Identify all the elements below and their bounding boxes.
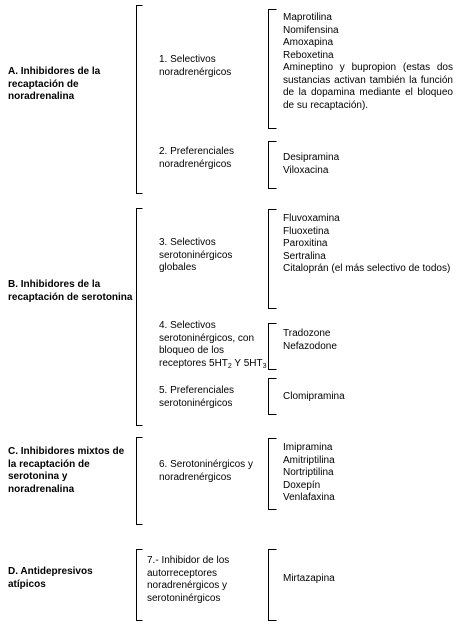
group-d-label: D. Antidepresivos atípicos: [8, 566, 93, 590]
drug-item: Amitriptilina: [283, 454, 335, 466]
subgroup-4-label: [159, 320, 269, 370]
drug-item: Venlafaxina: [283, 492, 335, 503]
drug-item: Doxepín: [283, 479, 321, 491]
subgroup-3-label: 3. Selectivos serotoninérgicos globales: [159, 237, 233, 273]
drug-list-7: [283, 573, 453, 586]
drug-item: Amoxapina: [283, 37, 334, 48]
bracket-list-3: [269, 210, 277, 309]
drug-item: Nortriptilina: [283, 467, 334, 478]
drug-item: Paroxitina: [283, 238, 328, 249]
drug-item: Fluoxetina: [283, 225, 330, 237]
subgroup-4-sub1: 2: [227, 362, 232, 370]
subgroup-5-label: 5. Preferenciales serotoninérgicos: [159, 385, 235, 409]
drug-list-5: [283, 391, 453, 404]
drug-item: Maprotilina: [283, 12, 332, 23]
bracket-list-5: [269, 379, 277, 415]
bracket-group-c: [137, 438, 143, 525]
bracket-group-b: [137, 209, 143, 426]
drug-item: Sertralina: [283, 250, 326, 262]
subgroup-4-sub2: 3: [262, 362, 267, 370]
drug-item: Nomifensina: [283, 24, 339, 36]
bracket-list-1: [269, 10, 277, 129]
subgroup-1-label: 1. Selectivos noradrenérgicos: [159, 54, 232, 78]
subgroup-4-mid: Y 5HT: [231, 357, 263, 369]
bracket-group-a: [137, 6, 143, 194]
subgroup-4-text: 4. Selectivos serotoninérgicos, con bloqueo de los receptores 5HT: [159, 320, 255, 369]
drug-list-3: [283, 213, 453, 276]
subgroup-6-label: 6. Serotoninérgicos y noradrenérgicos: [159, 459, 253, 483]
drug-list-2: [283, 152, 453, 177]
drug-item: Reboxetina: [283, 49, 334, 61]
drug-item: Fluvoxamina: [283, 213, 340, 224]
group-c-label: C. Inhibidores mixtos de la recaptación de serotonina y noradrenalina: [8, 446, 125, 495]
drug-list-6: [283, 442, 453, 505]
bracket-group-d: [137, 550, 143, 621]
subgroup-7-label: 7.- Inhibidor de los autorreceptores noradrenérgicos y serotoninérgicos: [147, 555, 230, 604]
drug-item: Imipramina: [283, 442, 333, 453]
drug-list-4: [283, 328, 453, 353]
drug-item: Viloxacina: [283, 164, 329, 176]
drug-item: Clomipramina: [283, 391, 345, 402]
bracket-list-7: [269, 550, 277, 621]
drug-list-1: [283, 12, 453, 112]
drug-item: Nefazodone: [283, 340, 337, 352]
drug-item: Citaloprán (el más selectivo de todos): [283, 263, 451, 274]
bracket-list-6: [269, 439, 277, 510]
bracket-list-2: [269, 142, 277, 189]
drug-item: Desipramina: [283, 152, 340, 163]
group-b-label: B. Inhibidores de la recaptación de serotonina: [8, 279, 133, 303]
group-a-label: A. Inhibidores de la recaptación de noradrenalina: [8, 66, 101, 102]
drug-item: Tradozone: [283, 328, 331, 339]
subgroup-2-label: 2. Preferenciales noradrenérgicos: [159, 146, 235, 170]
drug-item: Mirtazapina: [283, 573, 335, 584]
drug-item: Amineptino y bupropion (estas dos sustancias activan también la función de la dopamina mediante el bloqueo de su recaptación).: [283, 62, 453, 111]
bracket-list-4: [269, 324, 277, 370]
